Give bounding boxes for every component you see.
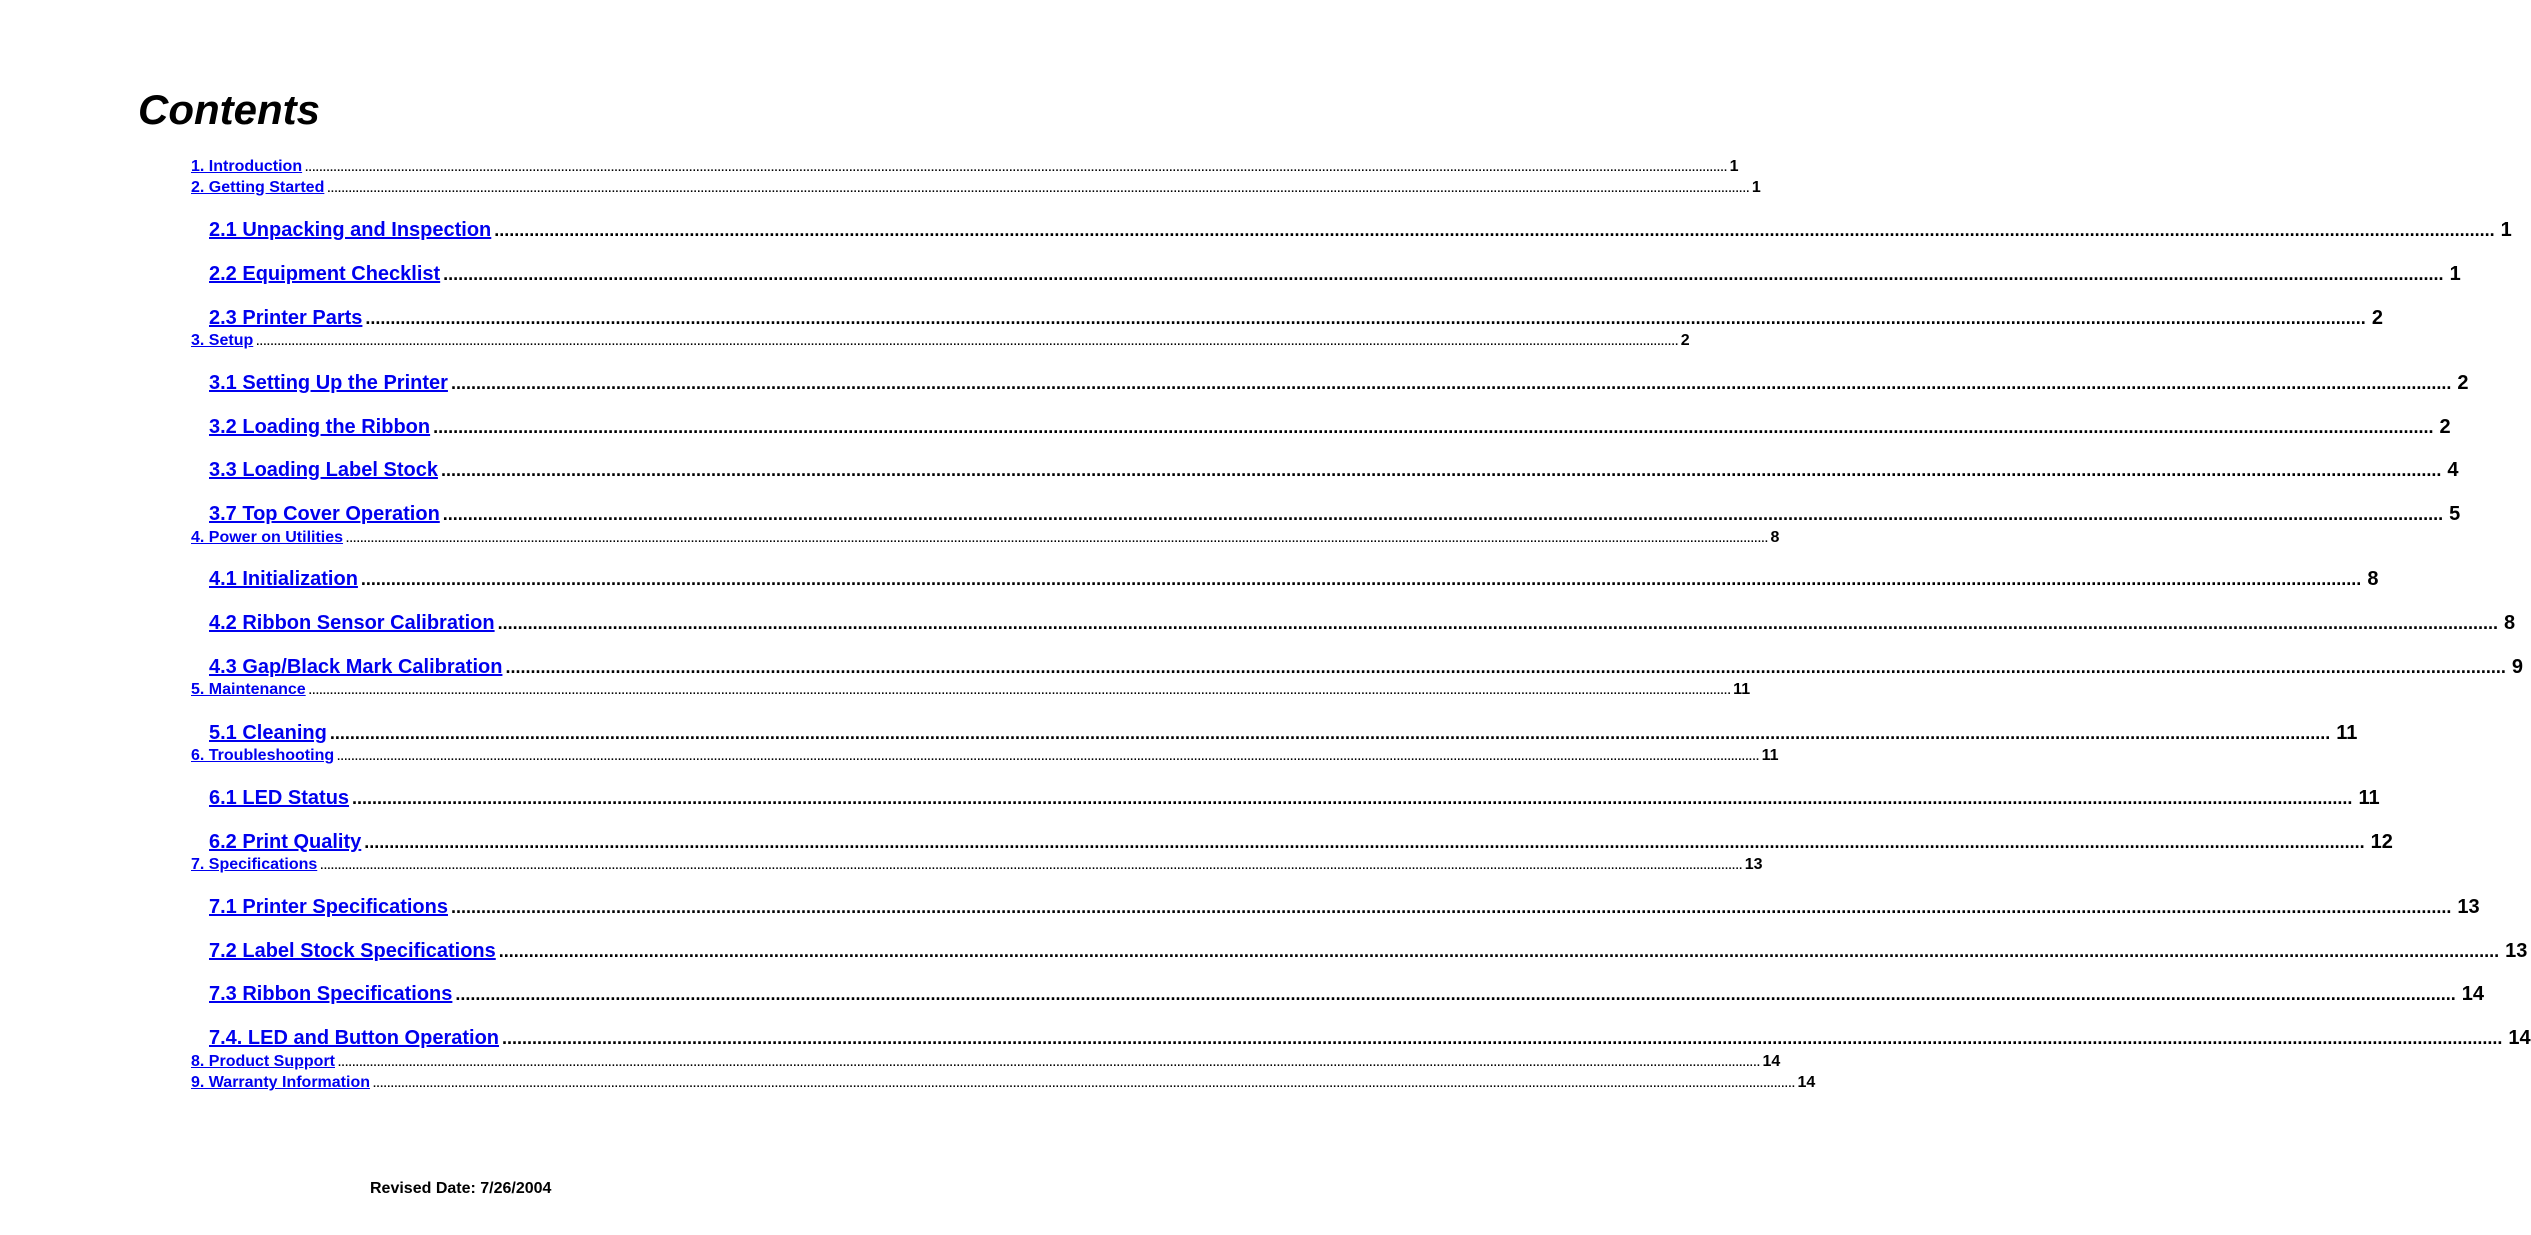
toc-link[interactable]: 3. Setup xyxy=(191,332,254,349)
toc-page-number: 13 xyxy=(2457,896,2480,918)
toc-link[interactable]: 8. Product Support xyxy=(191,1053,335,1070)
toc-entry xyxy=(209,785,2380,811)
dot-leader: ................................................................................................................................................................................................................................................................................................................................................................................................................ xyxy=(433,417,2434,437)
toc-link[interactable]: 3.3 Loading Label Stock xyxy=(209,459,438,481)
dot-leader: ................................................................................................................................................................................................................................................................................................................................................................................................................ xyxy=(372,1078,1796,1090)
toc-page-number: 8 xyxy=(2367,568,2379,590)
toc-link[interactable]: 4.2 Ribbon Sensor Calibration xyxy=(209,612,495,634)
dot-leader: ................................................................................................................................................................................................................................................................................................................................................................................................................ xyxy=(455,984,2456,1004)
toc-link[interactable]: 6.2 Print Quality xyxy=(209,831,362,853)
toc-link[interactable]: 2.1 Unpacking and Inspection xyxy=(209,219,492,241)
dot-leader: ................................................................................................................................................................................................................................................................................................................................................................................................................ xyxy=(450,373,2452,393)
toc-entry xyxy=(209,829,2393,855)
toc-page-number: 1 xyxy=(2500,219,2512,241)
toc-page-number: 8 xyxy=(1770,529,1780,546)
dot-leader: ................................................................................................................................................................................................................................................................................................................................................................................................................ xyxy=(360,569,2362,589)
toc-link[interactable]: 7.4. LED and Button Operation xyxy=(209,1027,500,1049)
toc-page-number: 2 xyxy=(2457,372,2469,394)
toc-link[interactable]: 5.1 Cleaning xyxy=(209,722,327,744)
dot-leader: ................................................................................................................................................................................................................................................................................................................................................................................................................ xyxy=(440,460,2442,480)
toc-entry xyxy=(191,680,1751,701)
toc-entry xyxy=(191,331,1690,352)
footer-revised-date: Revised Date: 7/26/2004 xyxy=(370,1180,552,1197)
toc-link[interactable]: 2. Getting Started xyxy=(191,179,325,196)
toc-page-number: 5 xyxy=(2449,503,2461,525)
toc-link[interactable]: 6.1 LED Status xyxy=(209,787,350,809)
toc-entry xyxy=(209,1025,2531,1051)
dot-leader: ................................................................................................................................................................................................................................................................................................................................................................................................................ xyxy=(308,685,1732,697)
toc-page-number: 11 xyxy=(2358,787,2380,809)
toc-page-number: 9 xyxy=(2511,656,2523,678)
dot-leader: ................................................................................................................................................................................................................................................................................................................................................................................................................ xyxy=(497,613,2498,633)
dot-leader: ................................................................................................................................................................................................................................................................................................................................................................................................................ xyxy=(256,336,1679,348)
dot-leader: ................................................................................................................................................................................................................................................................................................................................................................................................................ xyxy=(443,264,2444,284)
toc-page-number: 13 xyxy=(1744,856,1763,873)
toc-link[interactable]: 7.2 Label Stock Specifications xyxy=(209,940,496,962)
toc-link[interactable]: 6. Troubleshooting xyxy=(191,747,335,764)
toc-link[interactable]: 2.2 Equipment Checklist xyxy=(209,263,441,285)
toc-entry xyxy=(209,261,2461,287)
toc-link[interactable]: 3.2 Loading the Ribbon xyxy=(209,416,431,438)
toc-entry xyxy=(209,654,2523,680)
toc-page-number: 8 xyxy=(2504,612,2516,634)
toc-entry xyxy=(209,305,2383,331)
dot-leader: ................................................................................................................................................................................................................................................................................................................................................................................................................ xyxy=(502,1028,2503,1048)
toc-page-number: 4 xyxy=(2447,459,2459,481)
toc-link[interactable]: 5. Maintenance xyxy=(191,681,306,698)
toc-entry xyxy=(191,746,1779,767)
toc-link[interactable]: 9. Warranty Information xyxy=(191,1074,370,1091)
toc-entry xyxy=(209,370,2469,396)
dot-leader: ................................................................................................................................................................................................................................................................................................................................................................................................................ xyxy=(346,533,1769,545)
dot-leader: ................................................................................................................................................................................................................................................................................................................................................................................................................ xyxy=(338,1057,1761,1069)
toc-link[interactable]: 4.1 Initialization xyxy=(209,568,358,590)
toc-entry xyxy=(191,855,1763,876)
dot-leader: ................................................................................................................................................................................................................................................................................................................................................................................................................ xyxy=(498,941,2500,961)
toc-entry xyxy=(209,217,2512,243)
dot-leader: ................................................................................................................................................................................................................................................................................................................................................................................................................ xyxy=(327,183,1750,195)
dot-leader: ................................................................................................................................................................................................................................................................................................................................................................................................................ xyxy=(352,788,2353,808)
toc-link[interactable]: 7.3 Ribbon Specifications xyxy=(209,983,453,1005)
toc-entry xyxy=(191,528,1780,549)
toc-entry xyxy=(191,1052,1781,1073)
toc-entry xyxy=(209,414,2451,440)
page-title: Contents xyxy=(138,86,320,133)
toc-entry xyxy=(209,457,2459,483)
dot-leader: ................................................................................................................................................................................................................................................................................................................................................................................................................ xyxy=(337,751,1760,763)
toc-link[interactable]: 4. Power on Utilities xyxy=(191,529,344,546)
toc-page-number: 11 xyxy=(1761,747,1779,764)
dot-leader: ................................................................................................................................................................................................................................................................................................................................................................................................................ xyxy=(494,220,2495,240)
toc-page-number: 14 xyxy=(1762,1053,1781,1070)
toc-page-number: 14 xyxy=(1797,1074,1816,1091)
toc-link[interactable]: 2.3 Printer Parts xyxy=(209,307,363,329)
toc-page-number: 14 xyxy=(2461,983,2485,1005)
toc-page-number: 1 xyxy=(1751,179,1761,196)
toc-page-number: 1 xyxy=(1729,158,1739,175)
toc-entry xyxy=(209,981,2485,1007)
toc-entry xyxy=(191,178,1761,199)
toc-entry xyxy=(209,938,2528,964)
toc-entry xyxy=(191,1073,1816,1094)
dot-leader: ................................................................................................................................................................................................................................................................................................................................................................................................................ xyxy=(442,504,2444,524)
toc-page-number: 2 xyxy=(2371,307,2383,329)
dot-leader: ................................................................................................................................................................................................................................................................................................................................................................................................................ xyxy=(365,308,2366,328)
dot-leader: ................................................................................................................................................................................................................................................................................................................................................................................................................ xyxy=(329,723,2331,743)
dot-leader: ................................................................................................................................................................................................................................................................................................................................................................................................................ xyxy=(320,860,1743,872)
toc-link[interactable]: 7. Specifications xyxy=(191,856,318,873)
toc-page-number: 14 xyxy=(2508,1027,2531,1049)
toc-link[interactable]: 1. Introduction xyxy=(191,158,303,175)
toc-link[interactable]: 3.1 Setting Up the Printer xyxy=(209,372,448,394)
toc-page-number: 11 xyxy=(2336,722,2358,744)
toc-page-number: 2 xyxy=(1680,332,1690,349)
toc-link[interactable]: 4.3 Gap/Black Mark Calibration xyxy=(209,656,503,678)
toc-page-number: 1 xyxy=(2449,263,2461,285)
toc-link[interactable]: 3.7 Top Cover Operation xyxy=(209,503,440,525)
dot-leader: ................................................................................................................................................................................................................................................................................................................................................................................................................ xyxy=(505,657,2506,677)
toc-entry xyxy=(209,501,2461,527)
toc-page-number: 12 xyxy=(2370,831,2393,853)
toc-page-number: 2 xyxy=(2439,416,2451,438)
toc-entry xyxy=(209,610,2516,636)
toc-page-number: 11 xyxy=(1733,681,1751,698)
toc-page-number: 13 xyxy=(2505,940,2528,962)
toc-entry xyxy=(209,894,2480,920)
toc-entry xyxy=(209,720,2358,746)
toc-entry xyxy=(209,566,2379,592)
toc-link[interactable]: 7.1 Printer Specifications xyxy=(209,896,448,918)
dot-leader: ................................................................................................................................................................................................................................................................................................................................................................................................................ xyxy=(305,162,1728,174)
dot-leader: ................................................................................................................................................................................................................................................................................................................................................................................................................ xyxy=(450,897,2452,917)
dot-leader: ................................................................................................................................................................................................................................................................................................................................................................................................................ xyxy=(364,832,2365,852)
toc-entry xyxy=(191,157,1739,178)
